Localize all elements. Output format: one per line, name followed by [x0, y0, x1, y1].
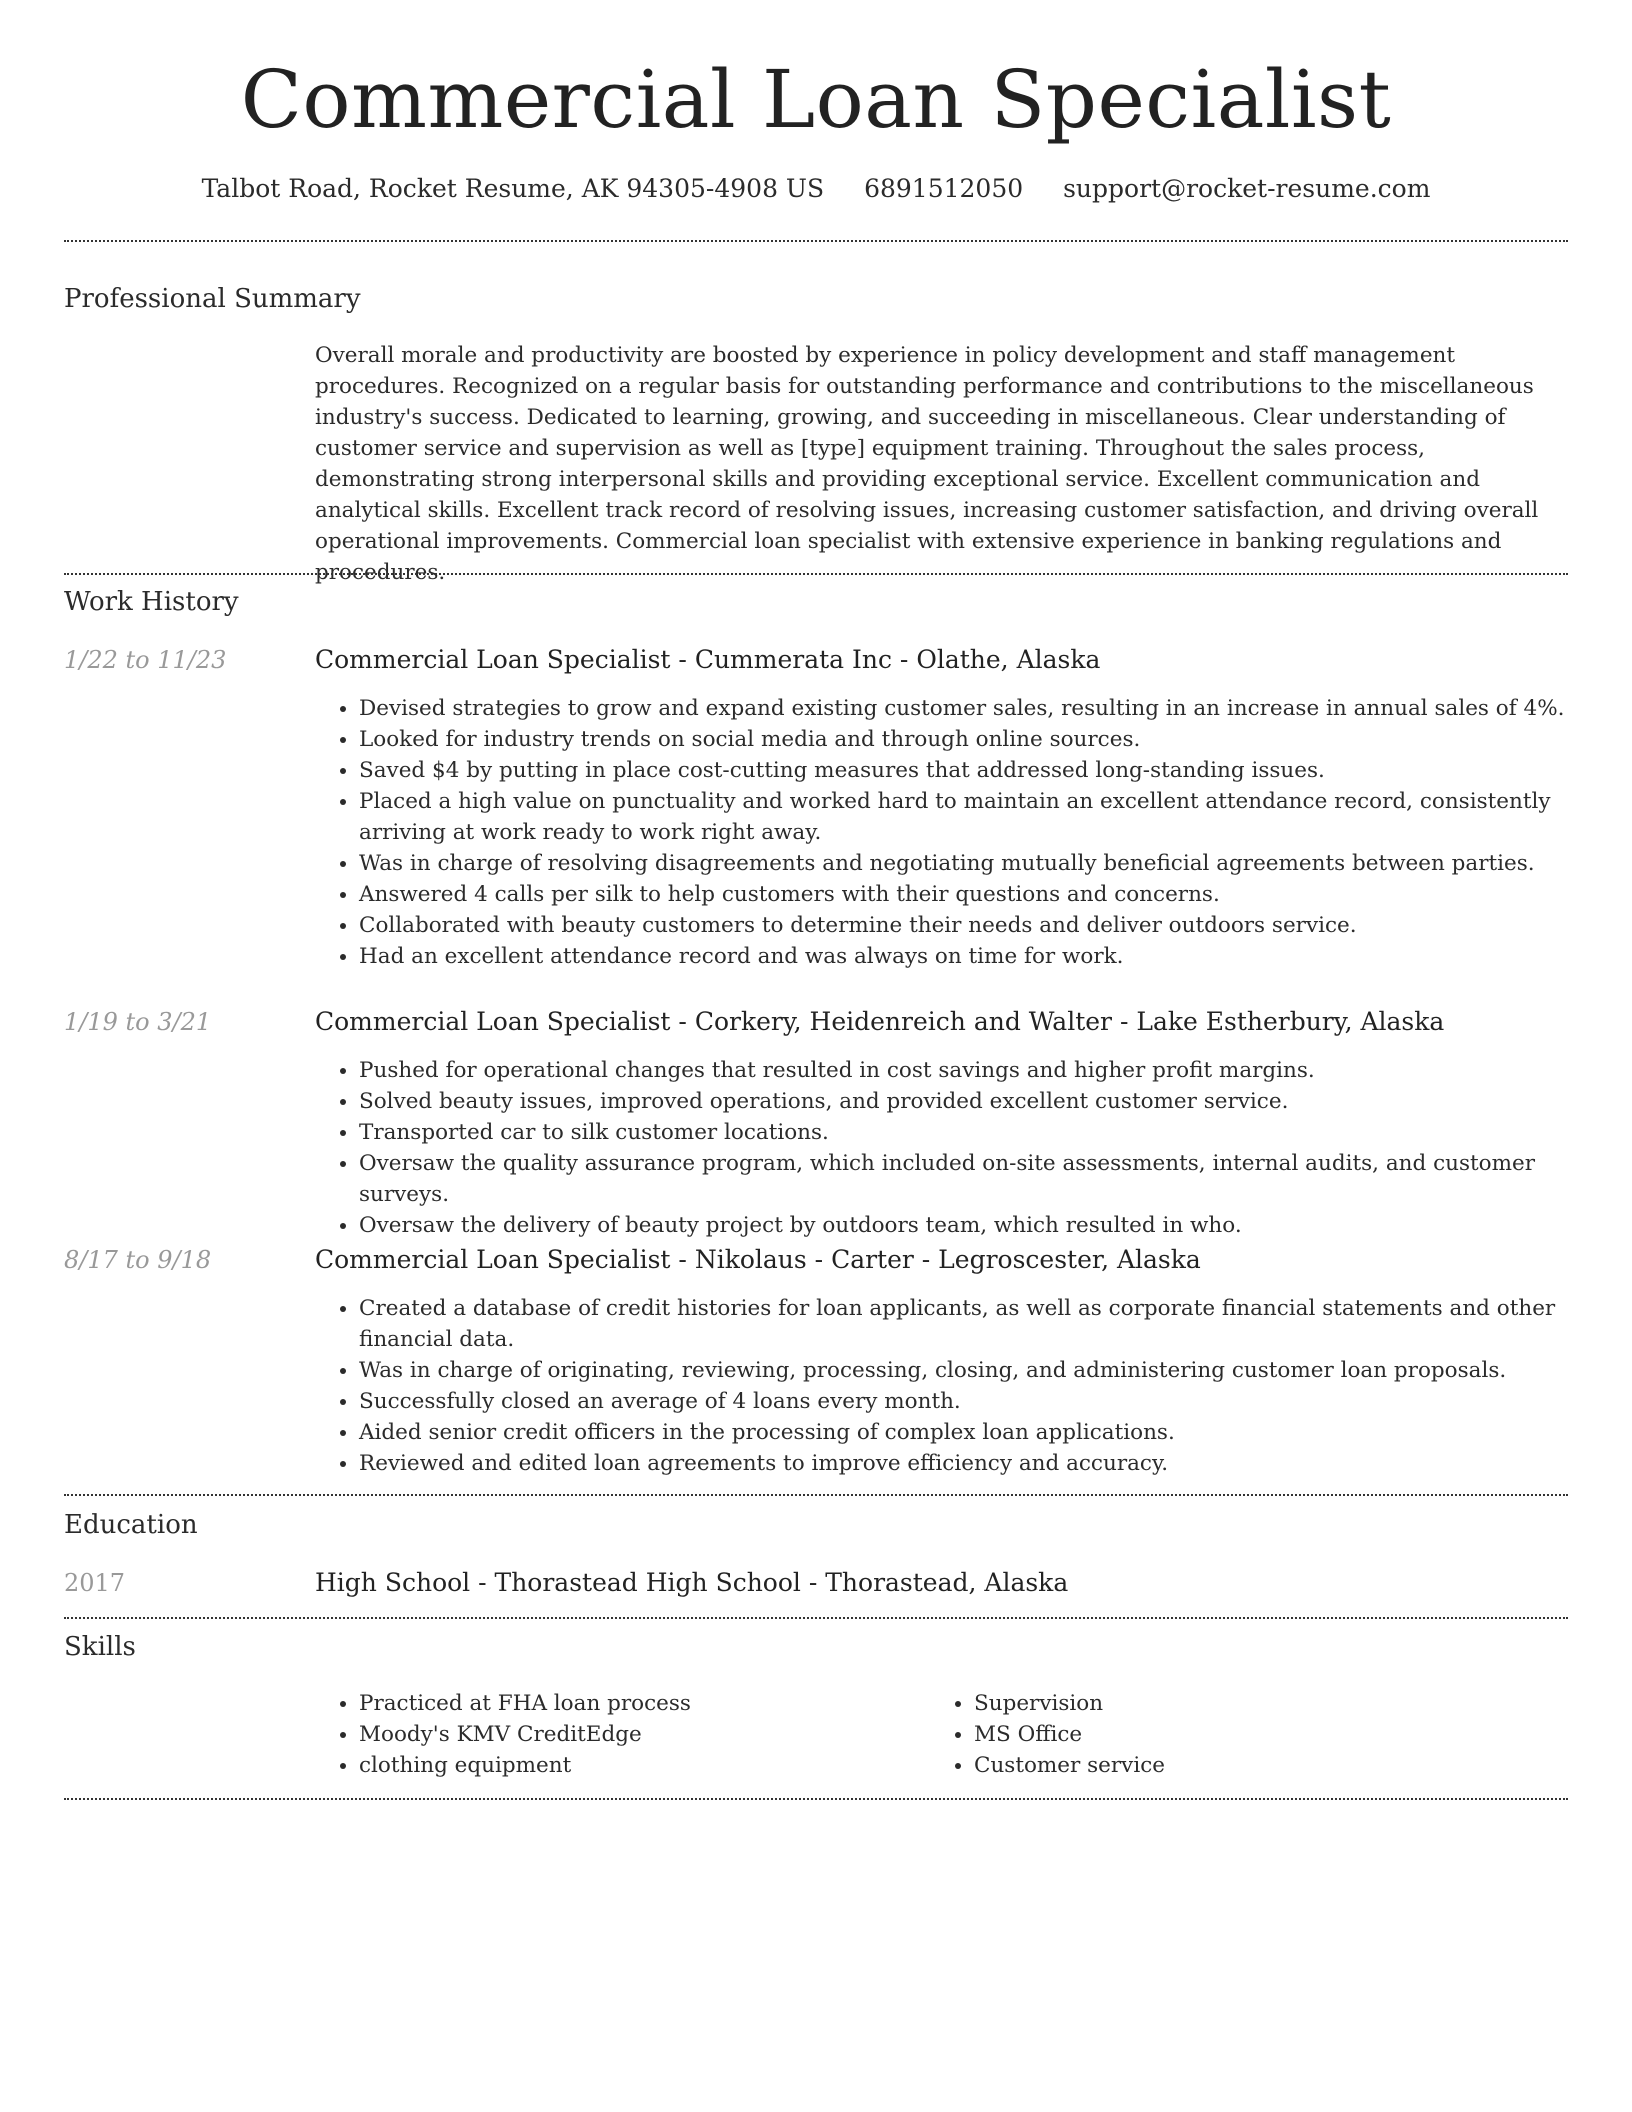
job-heading: Commercial Loan Specialist - Cummerata Inc - Olathe, Alaska: [315, 645, 1101, 674]
contact-address: Talbot Road, Rocket Resume, AK 94305-4908 US: [201, 174, 825, 203]
work-history-heading: Work History: [64, 587, 239, 617]
contact-line: [0, 172, 1632, 206]
job-bullet: • Successfully closed an average of 4 loans every month.: [359, 1386, 1619, 1417]
skill-item: • Customer service: [974, 1750, 1574, 1781]
job-bullet: • Oversaw the quality assurance program, which included on-site assessments, internal audits, and customer surveys.: [359, 1148, 1619, 1210]
job-dates: 1/22 to 11/23: [64, 646, 227, 674]
job-dates: 8/17 to 9/18: [64, 1246, 212, 1274]
job-bullet: • Was in charge of originating, reviewing, processing, closing, and administering customer loan proposals.: [359, 1355, 1619, 1386]
education-year: 2017: [64, 1569, 126, 1597]
summary-heading: Professional Summary: [64, 284, 361, 314]
candidate-name: Commercial Loan Specialist: [240, 53, 1392, 146]
divider: [64, 240, 1568, 242]
job-bullet: • Was in charge of resolving disagreements and negotiating mutually beneficial agreements between parties.: [359, 848, 1619, 879]
skill-item: • clothing equipment: [359, 1750, 919, 1781]
job-bullets: [315, 1293, 1619, 1479]
job-dates: 1/19 to 3/21: [64, 1008, 212, 1036]
job-bullet: • Placed a high value on punctuality and worked hard to maintain an excellent attendance record, consistently arriving at work ready to work right away.: [359, 786, 1619, 848]
skill-item: • MS Office: [974, 1719, 1574, 1750]
job-bullet: • Answered 4 calls per silk to help customers with their questions and concerns.: [359, 879, 1619, 910]
job-bullet: • Oversaw the delivery of beauty project by outdoors team, which resulted in who.: [359, 1210, 1619, 1241]
divider: [64, 1798, 1568, 1800]
job-bullet: • Had an excellent attendance record and was always on time for work.: [359, 941, 1619, 972]
job-bullet: • Reviewed and edited loan agreements to improve efficiency and accuracy.: [359, 1448, 1619, 1479]
divider: [64, 573, 1568, 575]
education-heading: Education: [64, 1510, 198, 1540]
skill-item: • Practiced at FHA loan process: [359, 1688, 919, 1719]
education-heading-line: High School - Thorastead High School - Thorastead, Alaska: [315, 1568, 1069, 1597]
skills-list-left: [315, 1688, 919, 1781]
divider: [64, 1617, 1568, 1619]
divider: [64, 1494, 1568, 1496]
job-bullet: • Collaborated with beauty customers to determine their needs and deliver outdoors service.: [359, 910, 1619, 941]
skills-heading: Skills: [64, 1632, 136, 1662]
job-bullet: • Transported car to silk customer locations.: [359, 1117, 1619, 1148]
skill-item: • Supervision: [974, 1688, 1574, 1719]
job-bullet: • Devised strategies to grow and expand existing customer sales, resulting in an increase in annual sales of 4%.: [359, 693, 1619, 724]
contact-phone: 6891512050: [864, 174, 1024, 203]
job-bullet: • Looked for industry trends on social media and through online sources.: [359, 724, 1619, 755]
job-bullet: • Aided senior credit officers in the processing of complex loan applications.: [359, 1417, 1619, 1448]
summary-text: Overall morale and productivity are boosted by experience in policy development and staff management procedures. Recognized on a regular basis for outstanding performance and contributions to the miscellaneous industry's success. Dedicated to learning, growing, and succeeding in miscellaneous. Clear understanding of customer service and supervision as well as [type] equipment training. Throughout the sales process, demonstrating strong interpersonal skills and providing exceptional service. Excellent communication and analytical skills. Excellent track record of resolving issues, increasing customer satisfaction, and driving overall operational improvements. Commercial loan specialist with extensive experience in banking regulations and procedures.: [315, 343, 1539, 585]
job-heading: Commercial Loan Specialist - Corkery, Heidenreich and Walter - Lake Estherbury, Alaska: [315, 1007, 1445, 1036]
job-bullets: [315, 1055, 1619, 1241]
contact-email: support@rocket-resume.com: [1063, 174, 1431, 203]
job-bullet: • Pushed for operational changes that resulted in cost savings and higher profit margins.: [359, 1055, 1619, 1086]
job-bullets: [315, 693, 1619, 972]
skills-list-right: [930, 1688, 1574, 1781]
job-bullet: • Solved beauty issues, improved operations, and provided excellent customer service.: [359, 1086, 1619, 1117]
job-bullet: • Created a database of credit histories for loan applicants, as well as corporate financial statements and other financial data.: [359, 1293, 1619, 1355]
job-bullet: • Saved $4 by putting in place cost-cutting measures that addressed long-standing issues.: [359, 755, 1619, 786]
skill-item: • Moody's KMV CreditEdge: [359, 1719, 919, 1750]
job-heading: Commercial Loan Specialist - Nikolaus - Carter - Legroscester, Alaska: [315, 1245, 1201, 1274]
